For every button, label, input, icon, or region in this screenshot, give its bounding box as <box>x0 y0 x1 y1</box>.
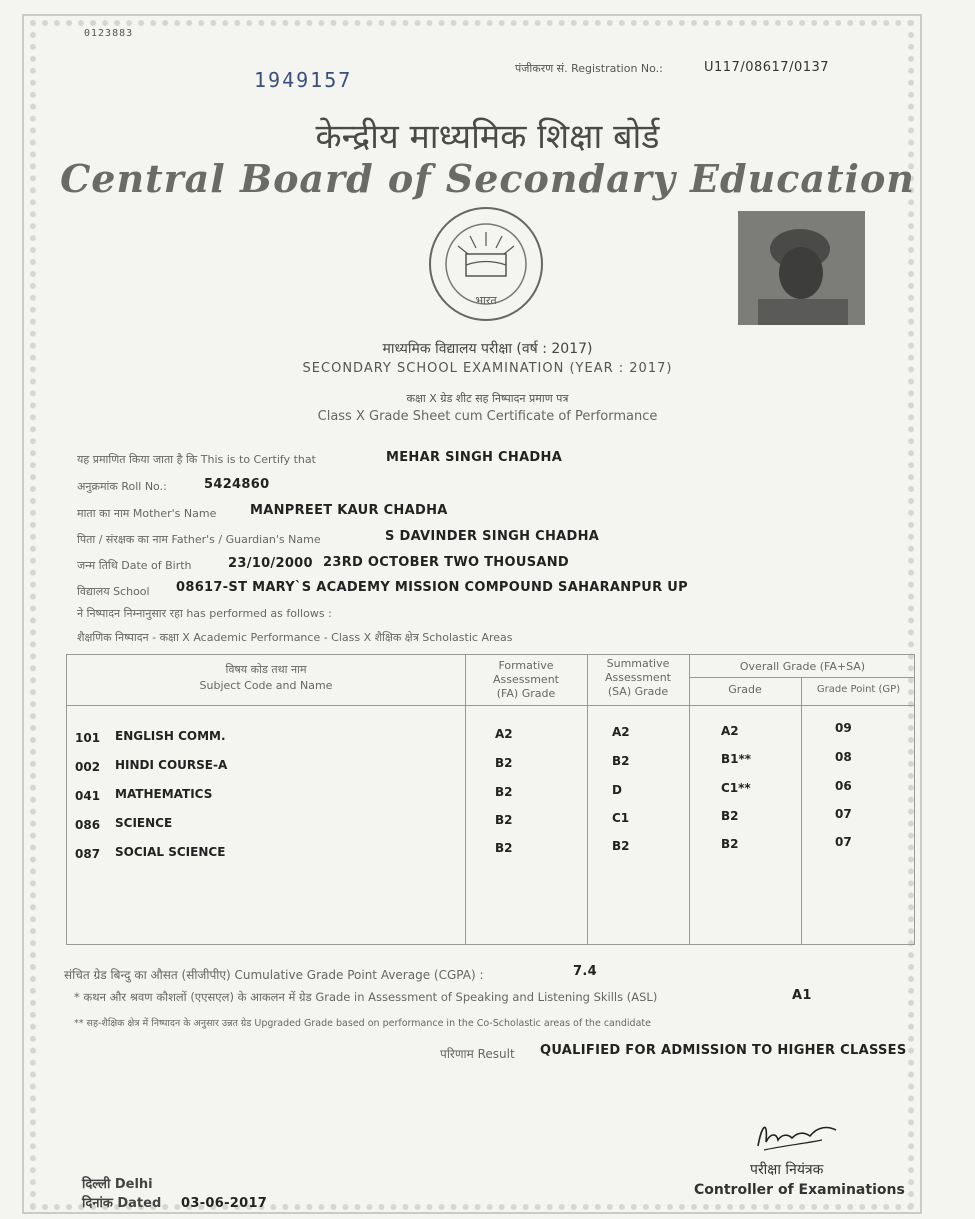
dated-label: दिनांक Dated <box>82 1196 162 1211</box>
exam-title-hindi: माध्यमिक विद्यालय परीक्षा (वर्ष : 2017) <box>382 341 593 357</box>
overall-grade: B1** <box>721 752 752 766</box>
subject-name: HINDI COURSE-A <box>115 758 228 772</box>
overall-header: Overall Grade (FA+SA) <box>739 660 866 673</box>
fa-grade: B2 <box>495 756 513 770</box>
overall-grade: C1** <box>721 781 751 795</box>
board-name-hindi: केन्द्रीय माध्यमिक शिक्षा बोर्ड <box>315 117 660 157</box>
subject-name: SOCIAL SCIENCE <box>115 845 226 859</box>
cgpa-value: 7.4 <box>573 964 597 979</box>
dob-label: जन्म तिथि Date of Birth <box>77 559 192 572</box>
sa-grade: B2 <box>612 839 630 853</box>
result-value: QUALIFIED FOR ADMISSION TO HIGHER CLASSES <box>540 1043 907 1058</box>
exam-title-english: SECONDARY SCHOOL EXAMINATION (YEAR : 2017) <box>302 361 673 376</box>
serial-number: 0123883 <box>84 28 134 39</box>
place-label: दिल्ली Delhi <box>82 1177 153 1192</box>
mother-label: माता का नाम Mother's Name <box>77 507 217 520</box>
roll-number: 5424860 <box>204 477 270 492</box>
grades-table <box>66 654 915 945</box>
sa-grade: D <box>612 783 622 797</box>
candidate-name: MEHAR SINGH CHADHA <box>386 450 563 465</box>
subject-code: 086 <box>75 818 101 832</box>
sheet-title-hindi: कक्षा X ग्रेड शीट सह निष्पादन प्रमाण पत्र <box>406 392 569 405</box>
result-label: परिणाम Result <box>440 1047 515 1061</box>
grade-point: 08 <box>835 750 852 764</box>
grade-point: 06 <box>835 779 852 793</box>
subject-code: 002 <box>75 760 101 774</box>
academic-label: शैक्षणिक निष्पादन - कक्षा X Academic Performance - Class X शैक्षिक क्षेत्र Scholastic Areas <box>77 631 513 644</box>
roll-label: अनुक्रमांक Roll No.: <box>77 480 167 493</box>
fa-grade: B2 <box>495 841 513 855</box>
candidate-photo <box>738 211 865 325</box>
performed-label: ने निष्पादन निम्नानुसार रहा has performed as follows : <box>77 607 332 620</box>
certify-label: यह प्रमाणित किया जाता है कि This is to Certify that <box>77 453 316 466</box>
overall-grade: A2 <box>721 724 739 738</box>
sheet-title-english: Class X Grade Sheet cum Certificate of Performance <box>317 409 658 424</box>
fa-grade: B2 <box>495 785 513 799</box>
cbse-emblem-icon <box>420 204 552 328</box>
cgpa-label: संचित ग्रेड बिन्दु का औसत (सीजीपीए) Cumulative Grade Point Average (CGPA) : <box>64 968 484 982</box>
school-name: 08617-ST MARY`S ACADEMY MISSION COMPOUND SAHARANPUR UP <box>176 580 688 595</box>
registration-number: U117/08617/0137 <box>704 60 830 75</box>
asl-label: * कथन और श्रवण कौशलों (एएसएल) के आकलन में ग्रेड Grade in Assessment of Speaking and Listening Skills (ASL) <box>74 990 658 1004</box>
mother-name: MANPREET KAUR CHADHA <box>250 503 448 518</box>
subject-code: 041 <box>75 789 101 803</box>
subject-name: MATHEMATICS <box>115 787 213 801</box>
sa-header: Summative Assessment (SA) Grade <box>605 657 671 698</box>
controller-english: Controller of Examinations <box>694 1182 905 1198</box>
asl-value: A1 <box>792 988 812 1003</box>
subject-name: ENGLISH COMM. <box>115 729 226 743</box>
subject-header-hindi: विषय कोड तथा नाम <box>225 663 307 676</box>
sa-grade: C1 <box>612 811 630 825</box>
emblem-text: भारत <box>475 294 497 307</box>
upgraded-note: ** सह-शैक्षिक क्षेत्र में निष्पादन के अनुसार उन्नत ग्रेड Upgraded Grade based on performance in the Co-Scholastic areas of the candidate <box>74 1018 651 1029</box>
fa-header: Formative Assessment (FA) Grade <box>493 659 559 700</box>
grade-point: 07 <box>835 835 852 849</box>
dob-words: 23RD OCTOBER TWO THOUSAND <box>323 555 569 570</box>
controller-signature <box>752 1116 842 1156</box>
subject-code: 087 <box>75 847 101 861</box>
board-name-english: Central Board of Secondary Education <box>60 156 915 201</box>
overall-grade: B2 <box>721 837 739 851</box>
sa-grade: B2 <box>612 754 630 768</box>
overall-grade: B2 <box>721 809 739 823</box>
father-label: पिता / संरक्षक का नाम Father's / Guardian's Name <box>77 533 321 546</box>
grade-point: 07 <box>835 807 852 821</box>
controller-hindi: परीक्षा नियंत्रक <box>750 1162 824 1178</box>
grade-point: 09 <box>835 721 852 735</box>
subject-header: Subject Code and Name <box>199 679 333 692</box>
gp-header: Grade Point (GP) <box>816 684 901 695</box>
father-name: S DAVINDER SINGH CHADHA <box>385 529 600 544</box>
sa-grade: A2 <box>612 725 630 739</box>
registration-label: पंजीकरण सं. Registration No.: <box>515 62 663 75</box>
fa-grade: B2 <box>495 813 513 827</box>
dob-value: 23/10/2000 <box>228 556 313 571</box>
certificate-number: 1949157 <box>254 68 353 92</box>
school-label: विद्यालय School <box>77 585 150 598</box>
issue-date: 03-06-2017 <box>181 1196 268 1211</box>
grade-header: Grade <box>728 683 762 696</box>
fa-grade: A2 <box>495 727 513 741</box>
subject-name: SCIENCE <box>115 816 173 830</box>
subject-code: 101 <box>75 731 101 745</box>
